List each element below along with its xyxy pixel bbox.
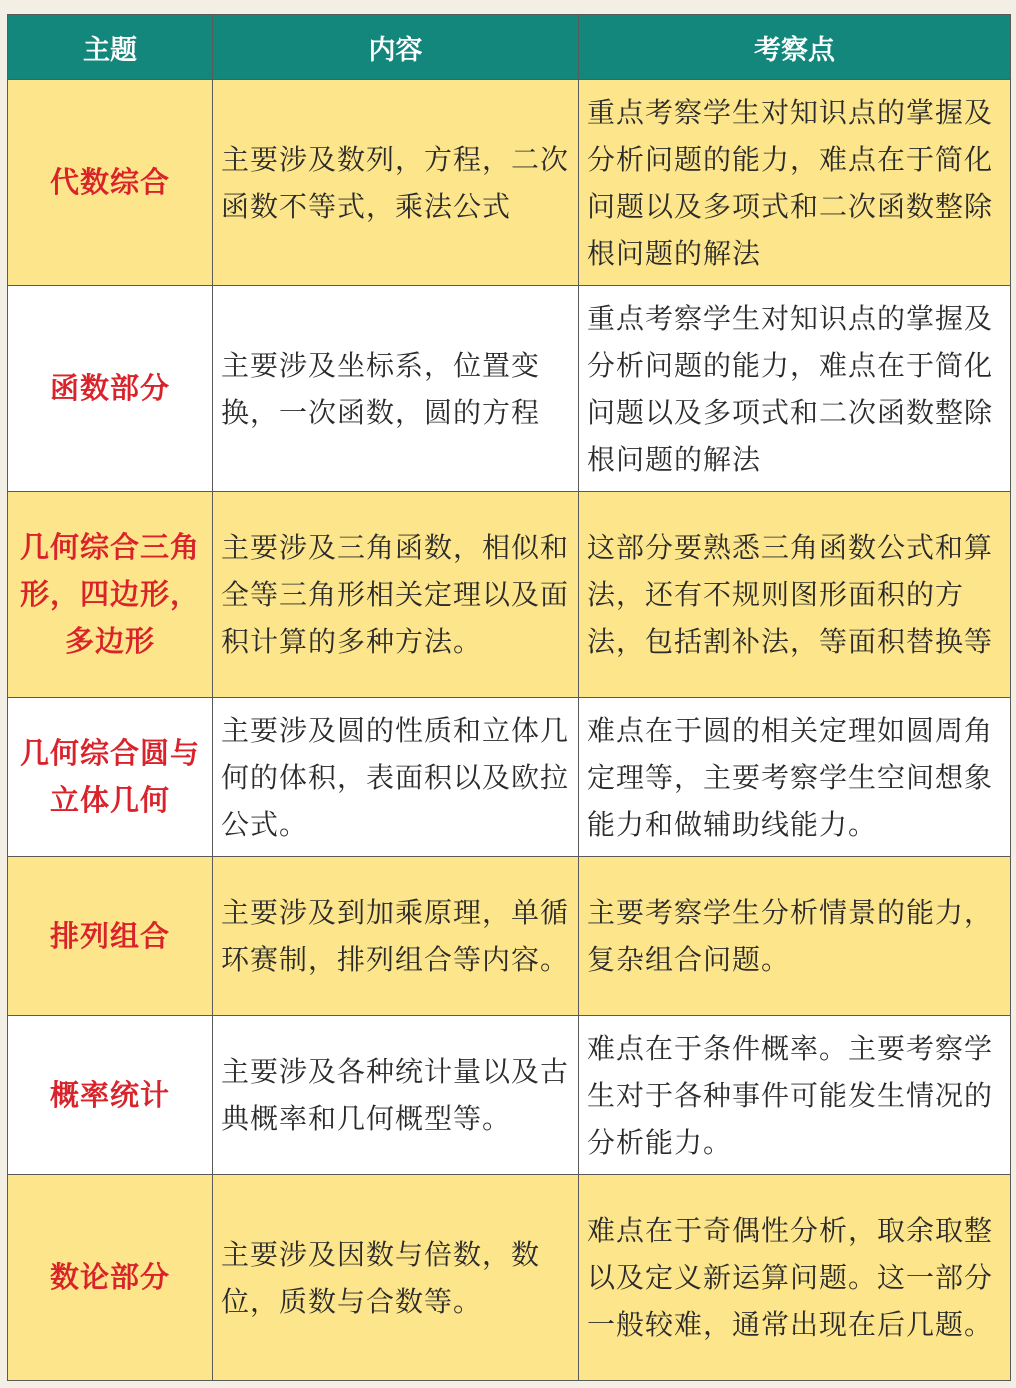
table-row (8, 1175, 1011, 1381)
table-row (8, 492, 1011, 698)
row-topic: 概率统计 (8, 1016, 213, 1175)
row-content: 主要涉及各种统计量以及古典概率和几何概型等。 (213, 1016, 579, 1175)
row-content: 主要涉及三角函数，相似和全等三角形相关定理以及面积计算的多种方法。 (213, 492, 579, 698)
table-row (8, 698, 1011, 857)
row-points: 重点考察学生对知识点的掌握及分析问题的能力，难点在于简化问题以及多项式和二次函数整除根问题的解法 (579, 80, 1011, 286)
row-content: 主要涉及数列，方程，二次函数不等式，乘法公式 (213, 80, 579, 286)
table-row (8, 286, 1011, 492)
row-topic: 排列组合 (8, 857, 213, 1016)
header-topic: 主题 (8, 15, 213, 80)
header-points: 考察点 (579, 15, 1011, 80)
row-topic: 几何综合圆与立体几何 (8, 698, 213, 857)
row-points: 难点在于奇偶性分析，取余取整以及定义新运算问题。这一部分一般较难，通常出现在后几题。 (579, 1175, 1011, 1381)
table-row (8, 857, 1011, 1016)
row-content: 主要涉及坐标系，位置变换，一次函数，圆的方程 (213, 286, 579, 492)
topic-table (7, 14, 1011, 1381)
row-points: 难点在于条件概率。主要考察学生对于各种事件可能发生情况的分析能力。 (579, 1016, 1011, 1175)
table-row (8, 80, 1011, 286)
header-content: 内容 (213, 15, 579, 80)
row-points: 难点在于圆的相关定理如圆周角定理等，主要考察学生空间想象能力和做辅助线能力。 (579, 698, 1011, 857)
row-points: 重点考察学生对知识点的掌握及分析问题的能力，难点在于简化问题以及多项式和二次函数整除根问题的解法 (579, 286, 1011, 492)
table-row (8, 1016, 1011, 1175)
row-points: 主要考察学生分析情景的能力，复杂组合问题。 (579, 857, 1011, 1016)
table-header-row (8, 15, 1011, 80)
row-topic: 函数部分 (8, 286, 213, 492)
row-topic: 几何综合三角形，四边形，多边形 (8, 492, 213, 698)
row-topic: 代数综合 (8, 80, 213, 286)
row-content: 主要涉及因数与倍数，数位，质数与合数等。 (213, 1175, 579, 1381)
topic-table-container (7, 14, 1010, 1381)
row-points: 这部分要熟悉三角函数公式和算法，还有不规则图形面积的方法，包括割补法，等面积替换等 (579, 492, 1011, 698)
row-topic: 数论部分 (8, 1175, 213, 1381)
row-content: 主要涉及到加乘原理，单循环赛制，排列组合等内容。 (213, 857, 579, 1016)
row-content: 主要涉及圆的性质和立体几何的体积，表面积以及欧拉公式。 (213, 698, 579, 857)
